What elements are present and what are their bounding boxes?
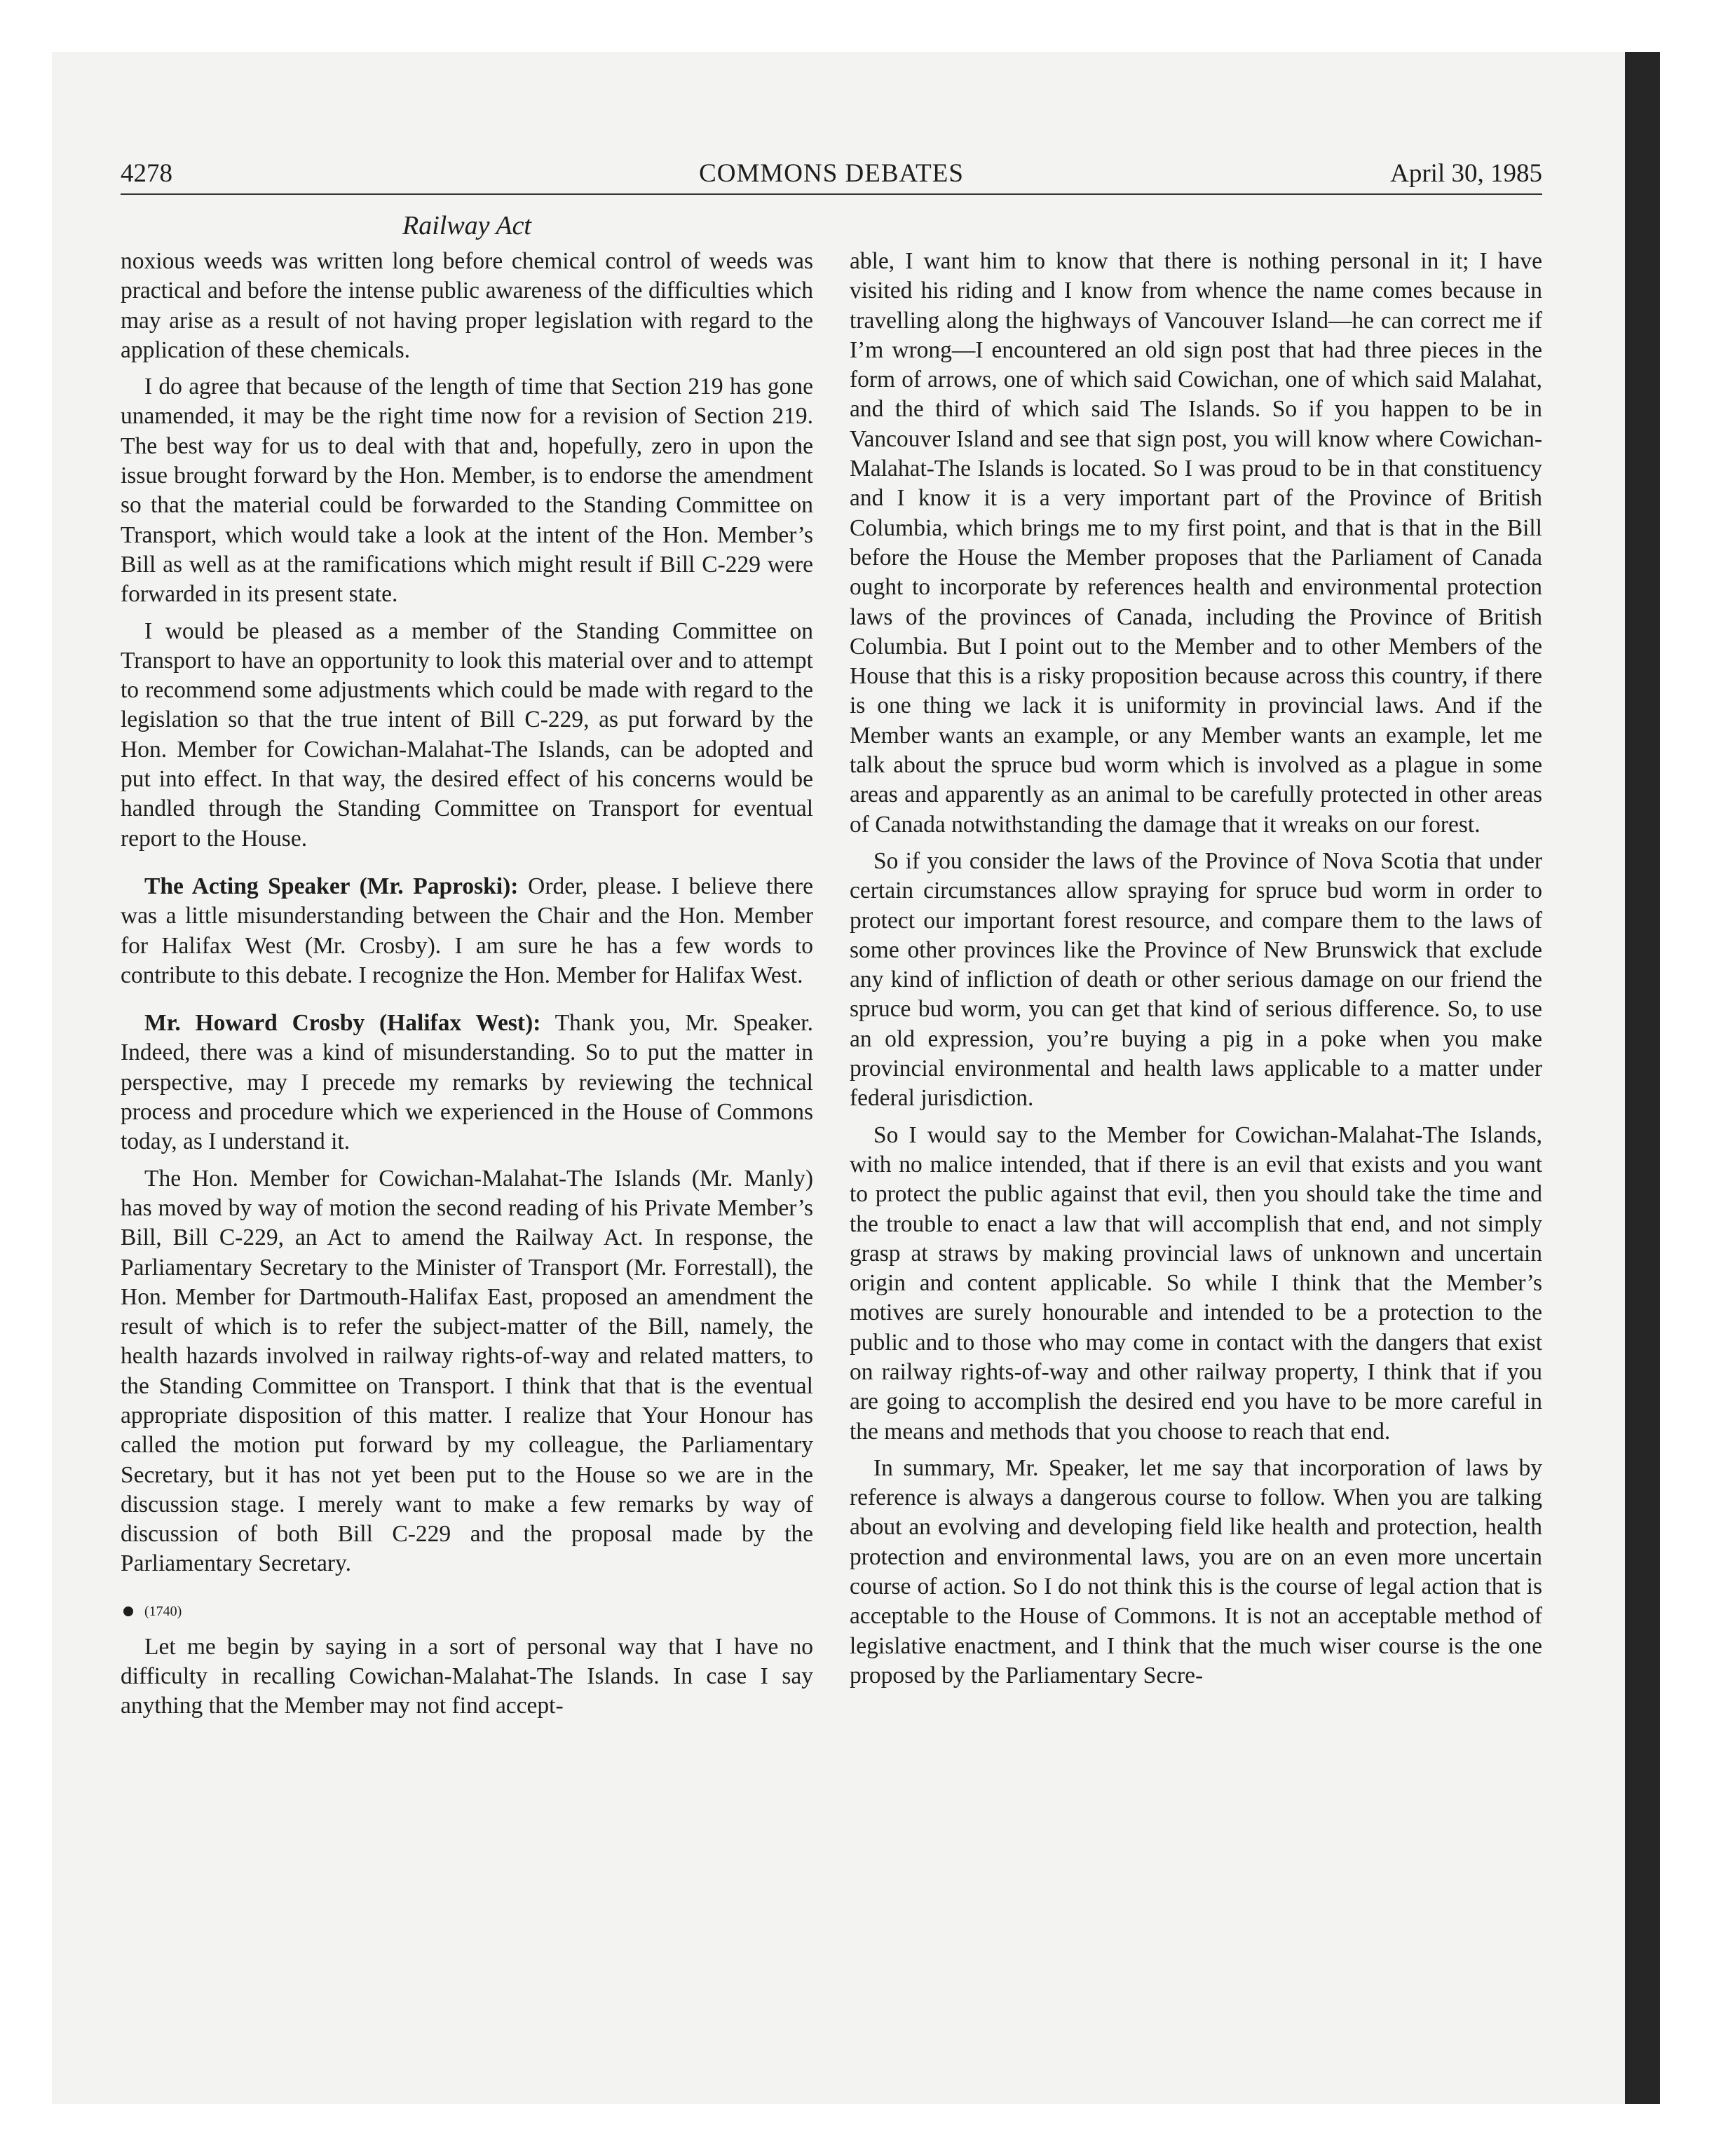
paragraph: So I would say to the Member for Cowichan-Malahat-The Islands, with no malice intended, that if there is an evil that exists and you want to protect the public against that evil, then you should take the time and the trouble to enact a law that will accomplish that end, and not simply grasp at straws by making provincial laws of unknown and uncertain origin and content applicable. So while I think that the Member’s motives are surely honourable and intended to be a protection to the public and to those who may come in contact with the dangers that exist on railway rights-of-way and other railway property, I think that if you are going to accomplish the desired end you have to be more careful in the means and methods that you choose to reach that end. xyxy=(850,1121,1542,1445)
paragraph: Let me begin by saying in a sort of personal way that I have no difficulty in recalling Cowichan-Malahat-The Islands. In case I say anything that the Member may not find accept- xyxy=(121,1633,813,1719)
speaker-paragraph xyxy=(121,1009,813,1157)
paragraph: I do agree that because of the length of time that Section 219 has gone unamended, it may be the right time now for a revision of Section 219. The best way for us to deal with that and, hopefully, zero in upon the issue brought forward by the Hon. Member, is to endorse the amendment so that the material could be forwarded to the Standing Committee on Transport, which would take a look at the intent of the Hon. Member’s Bill as well as at the ramifications which might result if Bill C-229 were forwarded in its present state. xyxy=(121,374,813,608)
publication-date: April 30, 1985 xyxy=(1390,159,1542,188)
paragraph: I would be pleased as a member of the Standing Committee on Transport to have an opportunity to look this material over and to attempt to recommend some adjustments which could be made with regard to the legislation so that the true intent of Bill C-229, as put forward by the Hon. Member for Cowichan-Malahat-The Islands, can be adopted and put into effect. In that way, the desired effect of his concerns would be handled through the Standing Committee on Transport for eventual report to the House. xyxy=(121,618,813,852)
paragraph: able, I want him to know that there is nothing personal in it; I have visited his riding and I know from whence the name comes because in travelling along the highways of Vancouver Island—he can correct me if I’m wrong—I encountered an old sign post that had three pieces in the form of arrows, one of which said Cowichan, one of which said Malahat, and the third of which said The Islands. So if you happen to be in Vancouver Island and see that sign post, you will know where Cowichan-Malahat-The Islands is located. So I was proud to be in that constituency and I know it is a very important part of the Province of British Columbia, which brings me to my first point, and that is that in the Bill before the House the Member proposes that the Parliament of Canada ought to incorporate by references health and environmental protection laws of the provinces of Canada, including the Province of British Columbia. But I point out to the Member and to other Members of the House that this is a risky proposition because across this country, if there is one thing we lack it is uniformity in provincial laws. And if the Member wants an example, or any Member wants an example, let me talk about the spruce bud worm which is involved as a plague in some areas and apparently as an animal to be carefully protected in other areas of Canada notwithstanding the damage that it wreaks on our forest. xyxy=(850,248,1542,838)
publication-title: COMMONS DEBATES xyxy=(699,159,964,188)
page-number: 4278 xyxy=(121,159,172,188)
speaker-name: Mr. Howard Crosby (Halifax West): xyxy=(144,1010,541,1037)
paragraph: So if you consider the laws of the Province of Nova Scotia that under certain circumstances allow spraying for spruce bud worm in order to protect our important forest resource, and compare them to the laws of some other provinces like the Province of New Brunswick that exclude any kind of infliction of death or other serious damage on our friend the spruce bud worm, you can get that kind of serious difference. So, to use an old expression, you’re buying a pig in a poke when you make provincial environmental and health laws applicable to a matter under federal jurisdiction. xyxy=(850,847,1542,1112)
paragraph: In summary, Mr. Speaker, let me say that incorporation of laws by reference is always a dangerous course to follow. When you are talking about an evolving and developing field like health and protection, health protection and environmental laws, you are on an even more uncertain course of action. So I do not think this is the course of legal action that is acceptable to the House of Commons. It is not an acceptable method of legislative enactment, and I think that the much wiser course is the one proposed by the Parliamentary Secre- xyxy=(850,1454,1542,1688)
speaker-paragraph xyxy=(121,872,813,990)
paragraph: The Hon. Member for Cowichan-Malahat-The Islands (Mr. Manly) has moved by way of motion the second reading of his Private Member’s Bill, Bill C-229, an Act to amend the Railway Act. In response, the Parliamentary Secretary to the Minister of Transport (Mr. Forrestall), the Hon. Member for Dartmouth-Halifax East, proposed an amendment the result of which is to refer the subject-matter of the Bill, namely, the health hazards involved in railway rights-of-way and related matters, to the Standing Committee on Transport. I think that that is the eventual appropriate disposition of this matter. I realize that Your Honour has called the motion put forward by my colleague, the Parliamentary Secretary, but it has not yet been put to the House so we are in the discussion stage. I merely want to make a few remarks by way of discussion of both Bill C-229 and the proposal made by the Parliamentary Secretary. xyxy=(121,1165,813,1577)
speaker-name: The Acting Speaker (Mr. Paproski): xyxy=(144,873,519,899)
right-column xyxy=(850,247,1542,1691)
speech-text: Thank you, Mr. Speaker. Indeed, there was a kind of misunderstanding. So to put the matter in perspective, may I precede my remarks by reviewing the technical process and procedure which we experienced in the House of Commons today, as I understand it. xyxy=(121,1010,813,1155)
bullet-icon xyxy=(123,1606,133,1616)
time-marker-text: (1740) xyxy=(144,1603,182,1619)
left-column xyxy=(121,247,813,1721)
page-header xyxy=(121,158,1542,195)
paragraph: noxious weeds was written long before chemical control of weeds was practical and before the intense public awareness of the difficulties which may arise as a result of not having proper legislation with regard to the application of these chemicals. xyxy=(121,248,813,363)
section-title: Railway Act xyxy=(402,211,531,240)
speech-text: Order, please. I believe there was a little misunderstanding between the Chair and the Hon. Member for Halifax West (Mr. Crosby). I am sure he has a few words to contribute to this debate. I recognize the Hon. Member for Halifax West. xyxy=(121,873,813,988)
binding-edge xyxy=(1625,52,1660,2104)
time-marker xyxy=(121,1597,813,1625)
